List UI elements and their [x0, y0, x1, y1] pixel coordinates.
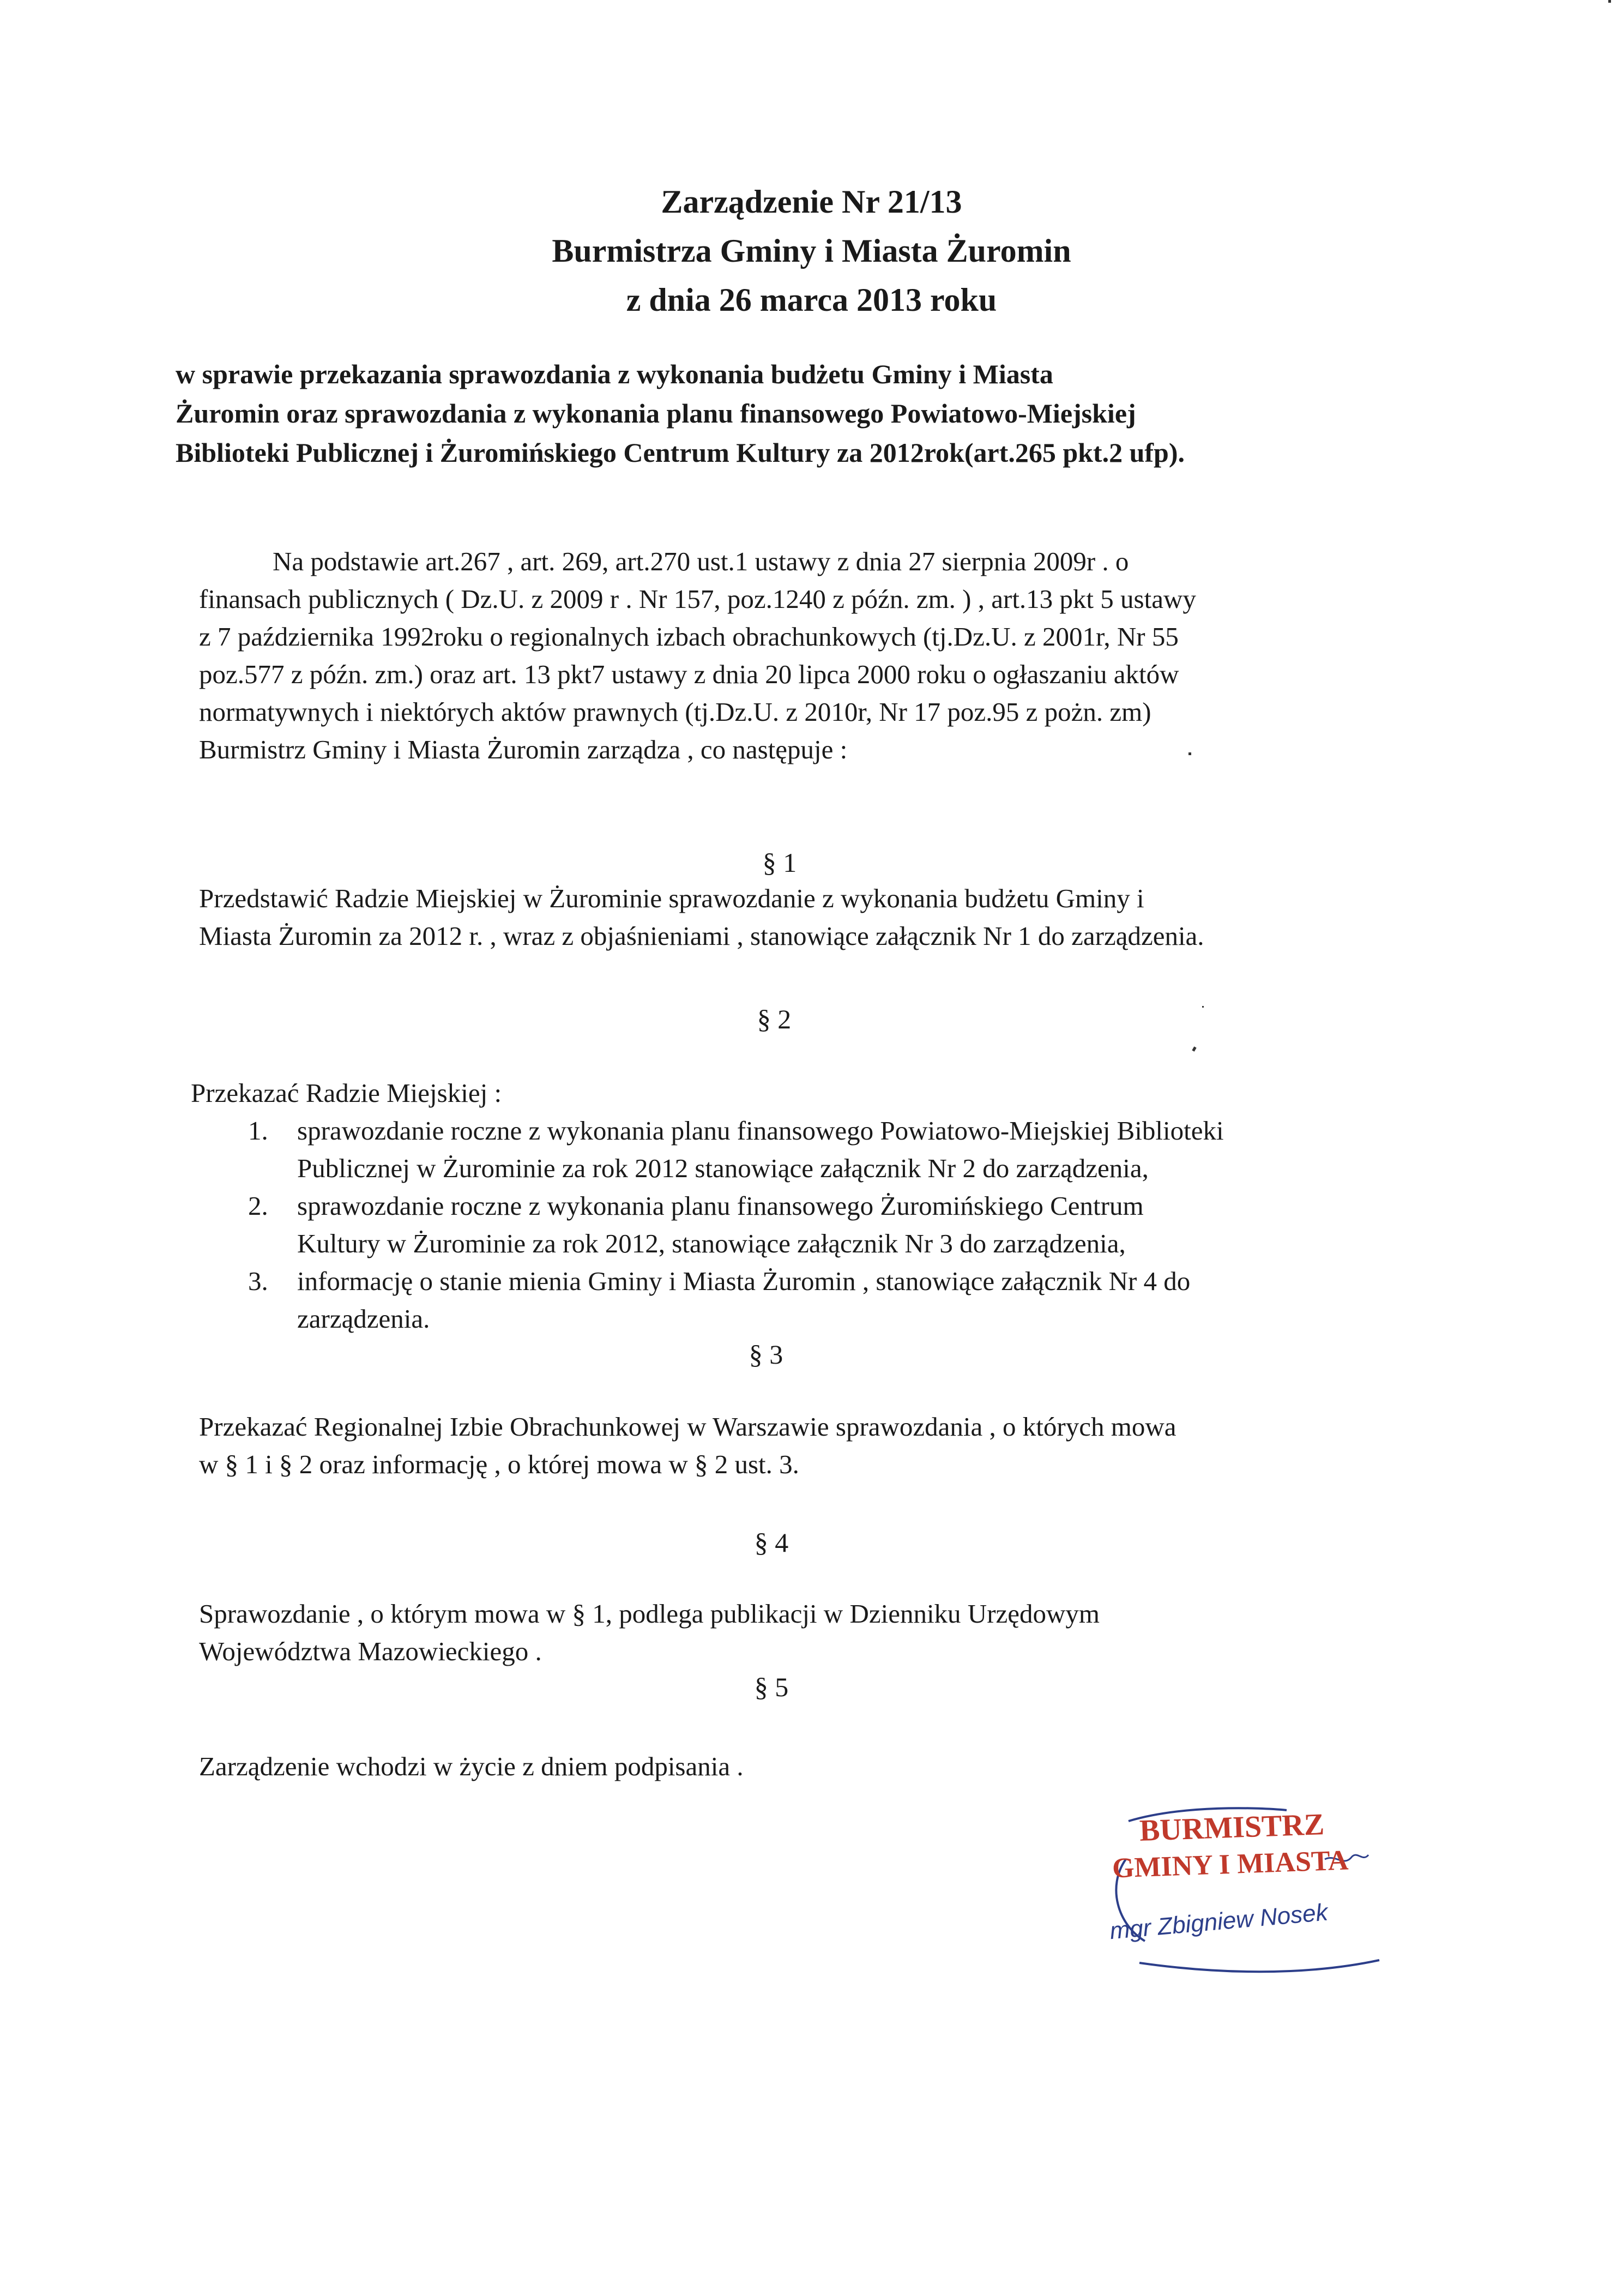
- preamble-line: Na podstawie art.267 , art. 269, art.270 ust.1 ustawy z dnia 27 sierpnia 2009r . o: [273, 546, 1129, 576]
- section-4-heading: § 4: [754, 1527, 789, 1558]
- list-item-text: sprawozdanie roczne z wykonania planu finansowego Żuromińskiego Centrum: [297, 1191, 1144, 1221]
- section-4-text: Województwa Mazowieckiego .: [199, 1636, 542, 1666]
- subject-block: [176, 354, 1473, 472]
- mayor-stamp: [1096, 1799, 1401, 1979]
- scan-speck: [1188, 752, 1191, 755]
- list-item-text: informację o stanie mienia Gminy i Miasta Żuromin , stanowiące załącznik Nr 4 do: [297, 1266, 1191, 1296]
- subject-line: w sprawie przekazania sprawozdania z wykonania budżetu Gminy i Miasta: [176, 359, 1053, 389]
- scan-speck: [1192, 1046, 1196, 1051]
- scan-speck: [1202, 1006, 1204, 1008]
- subject-line: Żuromin oraz sprawozdania z wykonania planu finansowego Powiatowo-Miejskiej: [176, 398, 1136, 429]
- list-item-number: 2.: [248, 1191, 268, 1221]
- section-4-text: Sprawozdanie , o którym mowa w § 1, podlega publikacji w Dzienniku Urzędowym: [199, 1599, 1100, 1629]
- section-5-text: Zarządzenie wchodzi w życie z dniem podpisania .: [199, 1751, 744, 1781]
- section-1-text: Miasta Żuromin za 2012 r. , wraz z objaśnieniami , stanowiące załącznik Nr 1 do zarządzenia.: [199, 921, 1204, 951]
- document-title: Zarządzenie Nr 21/13: [661, 184, 962, 220]
- stamp-line: BURMISTRZ: [1139, 1807, 1325, 1848]
- section-1-heading: § 1: [762, 847, 797, 878]
- section-2-heading: § 2: [757, 1004, 792, 1034]
- preamble-line: Burmistrz Gminy i Miasta Żuromin zarządza , co następuje :: [199, 734, 848, 764]
- list-item-text: Publicznej w Żurominie za rok 2012 stanowiące załącznik Nr 2 do zarządzenia,: [297, 1153, 1149, 1183]
- list-item-number: 1.: [248, 1116, 268, 1146]
- signature-name: mgr Zbigniew Nosek: [1108, 1899, 1329, 1945]
- preamble-line: poz.577 z późn. zm.) oraz art. 13 pkt7 ustawy z dnia 20 lipca 2000 roku o ogłaszaniu aktów: [199, 659, 1179, 689]
- list-item-text: Kultury w Żurominie za rok 2012, stanowiące załącznik Nr 3 do zarządzenia,: [297, 1228, 1126, 1258]
- section-1-text: Przedstawić Radzie Miejskiej w Żurominie sprawozdanie z wykonania budżetu Gminy i: [199, 883, 1144, 913]
- preamble-line: z 7 października 1992roku o regionalnych izbach obrachunkowych (tj.Dz.U. z 2001r, Nr 55: [199, 622, 1179, 652]
- section-2-intro: Przekazać Radzie Miejskiej :: [191, 1078, 502, 1108]
- list-item-text: sprawozdanie roczne z wykonania planu finansowego Powiatowo-Miejskiej Biblioteki: [297, 1116, 1224, 1146]
- issuer-line: Burmistrza Gminy i Miasta Żuromin: [552, 233, 1071, 269]
- section-3-heading: § 3: [749, 1339, 783, 1370]
- preamble-line: normatywnych i niektórych aktów prawnych (tj.Dz.U. z 2010r, Nr 17 poz.95 z pożn. zm): [199, 697, 1151, 727]
- section-5-heading: § 5: [754, 1672, 789, 1702]
- list-item-text: zarządzenia.: [297, 1304, 430, 1334]
- subject-line: Biblioteki Publicznej i Żuromińskiego Centrum Kultury za 2012rok(art.265 pkt.2 ufp).: [176, 437, 1185, 468]
- preamble-line: finansach publicznych ( Dz.U. z 2009 r . Nr 157, poz.1240 z późn. zm. ) , art.13 pkt 5 ustawy: [199, 584, 1196, 614]
- section-3-text: Przekazać Regionalnej Izbie Obrachunkowej w Warszawie sprawozdania , o których mowa: [199, 1412, 1176, 1442]
- date-line: z dnia 26 marca 2013 roku: [626, 282, 997, 318]
- stamp-line: GMINY I MIASTA: [1112, 1845, 1349, 1884]
- scan-speck: [1608, 0, 1611, 3]
- list-item-number: 3.: [248, 1266, 268, 1296]
- section-3-text: w § 1 i § 2 oraz informację , o której mowa w § 2 ust. 3.: [199, 1449, 799, 1479]
